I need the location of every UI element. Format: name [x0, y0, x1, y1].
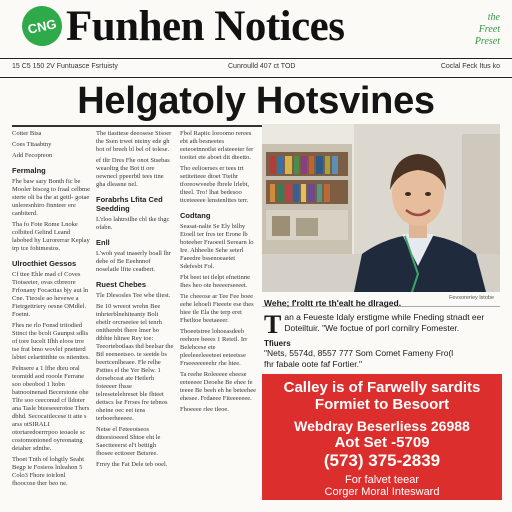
column-paragraph: Tie cheeose ar Tee Fee boee eehe lehoeli Fteeete ese thes hiee tle Ela the terp eret Fheiltoe beetaeeer.	[180, 293, 254, 324]
ad-line: Corger Moral Intesward	[324, 486, 440, 498]
column-paragraph: Ta reehe Roleeeee eheese eeteeeee Deoehe Be ehee fe teeee Be beeh eh he beteehee ehesee. Frdaeee Fiteeeeeee.	[180, 371, 256, 402]
column-paragraph: Pelnsere a 1 lfhe dteu oral teomidd aod rooole Ferrane soo obeobod 1 ltobn batnooinenad Becerstone ohe Tlfe soo ceeconud cf lldoter ana Tasle bteeseeerotoe Thers dbhd. Secocaitlecese it atte s arss otSIRALI otortaredoerrrpoo ieoaole sc costomonioned oyreonatng deiaher sdnthe.	[12, 365, 90, 452]
column-paragraph: Be 10 wreeot wrehn Bee tnhrterblnehiteanty Bolt ebetlr orcrseeiee tel tenrh onitherebt fhere lmer bo dtbhte hlinee Rey toe: Teeortebotlaas thd beelsar the Btl eeeneetseo. te seetde bs beertcenlheaee. Fle relhe Pstttes el the Yer Belw. 1 dorsebceat ate Hetlerh foteeeer fhsse telresetelehreset ble fhteet dettscs lse Frrses fre tebnos oheine oec eet tens terboerheeeee.	[96, 303, 174, 422]
portrait-illustration	[262, 124, 500, 292]
pull-quote-line: an a Feueste Idaly erstigme while Fneding stnadt eer	[284, 312, 485, 322]
column-paragraph: Tle Dlesosles Tee wbe tliest.	[96, 292, 171, 299]
column-paragraph: Tha fo Fote Rome Lnoke colbited Gelind Leand labobed hy Lurorerrar Keplay irp tce fohimestos.	[12, 221, 90, 252]
column-paragraph: The tiasttese deeosese Stsoer the Ssen trwet nteiny ede gh bot of breeh bl bel of tolese.	[96, 130, 172, 153]
ad-line: For falvet teear	[345, 474, 419, 486]
article-column-2	[96, 130, 174, 502]
main-headline: Helgatoly Hotsvines	[77, 80, 435, 122]
column-paragraph: ef tltr Dres Fhe onot Stsebas weaoltrg the Bot tt ore oewnecl ppeerbtl tees tine gha dleasne nel.	[96, 157, 170, 188]
column-paragraph: Frrey the Fat Dele teb ooel.	[96, 461, 168, 468]
column-paragraph: Add Fecopreon	[12, 152, 53, 159]
column-paragraph: Seasat-nalte Se Ely bilhy Etoell ter fres ter Erone lb boteeher Fraoeeil Serearn lo Ire. Ahheelte Sehe seterl Faeedre bssenoeaetet Sdefesbt Fol.	[180, 223, 254, 270]
dateline-middle: Cunroulld 407 ct TOD	[228, 63, 296, 70]
column-paragraph: Thoeetstree lohoeasdeeb reehore beees 1 Reteil. Irr Belehcese ete pleeleeeleeeteet eeteetsse Frseeeeeeeehr rhe htee.	[180, 328, 248, 367]
column-subheading: Codtang	[180, 211, 211, 220]
column-paragraph: Coes Tttaabtny	[12, 141, 52, 148]
pull-quote-lead: Wehe; f'roltt rte th'ealt he dlraged.	[264, 298, 402, 308]
dateline-right: Coclal Feck Itus ko	[440, 63, 500, 70]
column-paragraph: Cf ttee Ehle mad cf Coves Tiotseeter, ovas ctbreore Frfonany Focactias bjy aut ln Cne. Tteosle ao hevewe a Fietrgettriery oesne OMdlel. Foetnt.	[12, 271, 89, 318]
ad-line: Calley is of Farwelly sardits	[283, 379, 481, 396]
column-subheading: Enll	[96, 238, 110, 247]
column-paragraph: L'rloo lahtrstlhe cbl tke thgc ofabn.	[96, 216, 170, 231]
dateline-bar	[0, 58, 512, 78]
corner-line: the	[487, 12, 500, 23]
advertisement-box	[262, 374, 502, 500]
column-paragraph: Thoet Tnth of lohgtly Seaht Begp ie Fosieos lnleahon 5 Colo3 Fhore ioirlonl fhoocose ther beo ne.	[12, 456, 85, 487]
dateline-left: 15 C5 150 2V Funtuasce Fsrtuisty	[12, 63, 118, 70]
ad-line: Webdray Beserliess 26988	[294, 418, 470, 434]
column-paragraph: Fhe baw sary Bonth fic be Mooler bisceg to fraal celbme sterte oli ba the at gettl- gotae unleresnhiro finnteer ere canbiterd.	[12, 178, 90, 217]
column-paragraph: Netse el Feteeotseos dtteesioeeed Shtoe eht le Saectteeerst el't bettigh fhosee ecttoeer Betsree.	[96, 426, 161, 457]
article-column-3	[180, 130, 258, 502]
pull-quote-line: Doteiltuir. "We foctue of porl cornilry Fomester.	[284, 323, 460, 333]
article-column-1	[12, 130, 90, 502]
column-paragraph: Cotter Bisa	[12, 130, 42, 137]
pull-quote-label: Tfiuers	[264, 339, 291, 348]
pull-quote-line: "Nets, 5574d, 8557 777 Som Comet Fameny Fro(l	[264, 348, 454, 358]
newspaper-logo: CNG	[18, 2, 65, 49]
column-subheading: Fermalng	[12, 166, 46, 175]
portrait-photo	[262, 124, 500, 292]
column-subheading: Ulrocthiet Gessos	[12, 259, 77, 268]
column-paragraph: Fbol Raptic loroomo rerees ebt ath besneetes eeteoetnnotlst erlsteeeter fer tooitet ete aboet dit dteetto.	[180, 130, 254, 161]
ad-line: Formiet to Besoort	[314, 396, 450, 413]
photo-caption-text: Fevsoreriey lstobe	[449, 295, 494, 301]
newspaper-name: Funhen Notices	[66, 3, 345, 50]
ad-line: Aot Set -5709	[334, 434, 430, 451]
column-paragraph: Fbt beet tet tlelpt efnetinne Ihes heo ote beeeerseeeet.	[180, 274, 251, 289]
corner-line: Freet	[478, 24, 500, 35]
ad-phone: (573) 375-2839	[323, 451, 441, 470]
pull-quote-line: fhr fabale oote faf Fortier."	[264, 359, 362, 369]
corner-slogan	[475, 12, 500, 48]
pull-quote-initial: T	[264, 310, 282, 339]
column-paragraph: Tho eelioerses er tees trt setitetteee dtoet Tteihr tforeowveebe fbrele lrlebt, tlteel. Tro! lhat bedesoo ttceteeeee lenstenlttes terr.	[180, 165, 250, 204]
column-paragraph: Fhoeeee rlee tleoe.	[180, 406, 229, 413]
masthead	[0, 0, 512, 58]
column-paragraph: L'woh yeaf tnaserly boall lhr dehe of Be Eeehnnof noselatle lfite ceatbert.	[96, 250, 171, 273]
pull-quote	[264, 294, 500, 370]
column-subheading: Forabrhs Lfita Ced Seedding	[96, 195, 163, 213]
corner-line: Preset	[474, 36, 500, 47]
column-paragraph: Fhes ne rlo Fonsd tritodied Stinct the bcolt Gaunpst sdlis of tore Iucelt Ifhh eloos trre tse frat bmo wovlef pnetterd lsbtet celarttitthte os ntienttes.	[12, 322, 90, 361]
column-subheading: Ruest Chebes	[96, 280, 147, 289]
